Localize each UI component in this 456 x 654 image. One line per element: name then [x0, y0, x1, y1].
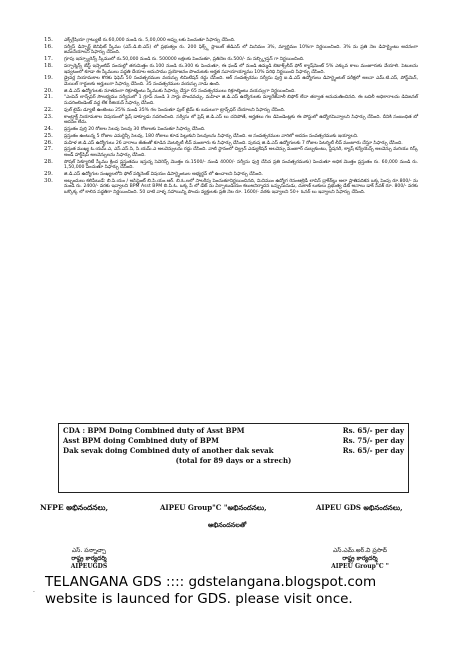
item-number: 24.	[44, 126, 53, 132]
item-number: 17.	[44, 56, 53, 63]
item-number: 28.	[44, 158, 53, 165]
item-text: జి.డి.ఎస్ ఉద్యోగులకు నూతనంగా రిక్రూట్మెంటు స్కీముకు సిఫార్సు చేస్తూ 65 సంవత్సరములు రిక్రూట్మెంటు వయస్సుగా నిర్ణయించింది.	[64, 88, 296, 94]
item-text: ప్రస్తుతం ఫుర్తి 20 రోజుల సెలవు సెలవు 30 రోజులకు పెంచుతూ సిఫార్సు చేసింది.	[64, 127, 206, 132]
recommendation-item	[44, 57, 418, 63]
signature-block	[40, 503, 410, 583]
allowance-table	[58, 423, 409, 493]
item-number: 26.	[44, 139, 53, 146]
recommendation-item	[44, 89, 418, 95]
recommendation-list	[44, 38, 418, 197]
signatory-2-org: AIPEU Group"C "	[331, 563, 389, 570]
org-aipeu-group-c: AIPEU Group"C "అభినందనలు,	[160, 503, 267, 512]
recommendation-item	[44, 160, 418, 171]
bullet-dot: .	[33, 587, 35, 594]
item-text: గ్రూపు ఇన్స్యూరెన్స్ స్కీములో రు.50,000 నుండి రు. 500000 లక్షలకు పెంచుతూ, ప్రతినెల రు.500/- ను సబ్స్క్రిప్షన్ గా నిర్ణయించింది.	[64, 57, 305, 63]
signatory-2	[310, 547, 410, 570]
item-text: పర్ఫార్మెన్స్ బేస్డ్ ఇన్సెంటివ్ సంచుల్లో తగుమిత్తం రు.100 నుండి రు.300 కు పెంచుతూ, ఈ ఫండ్ లో నుండి ఉమ్మడి బెటాక్స్‌లీవ్ ఫోర్ క్యాష్‌మెంట్ 5% ఎక్కువ కాలు మంజూరుకు వేయాలి. పెటులను ఇవ్వటంలో కూడా ఈ స్కీములు పద్ధతి దేయాల ఆనుసాము ప్రయోజనం పొందుటకు అర్హత సవాయాయ్యాము 10% పరిధి నిర్ణయించి సిఫార్సు చేసింది.	[64, 63, 418, 75]
allowance-rate: Rs. 75/- per day	[342, 436, 404, 445]
recommendation-item	[44, 64, 418, 75]
item-number: 30.	[44, 177, 53, 184]
org-nfpe: NFPE అభినందనలు,	[40, 503, 109, 512]
item-text: ప్రస్తుతం ఉంటున్న 5 రోజుల ఎమర్జెన్సీ సెలవు, 180 రోజులు కూడ పెల్లుకుని సెలవులను సిఫార్సు చేసింది. ఆ సంవత్సరముల వారిలో ఆదనం సంవత్సరముకు ఇయ్యాలని.	[64, 133, 359, 139]
recommendation-item	[44, 76, 418, 87]
item-text: ఎక్స్‌గ్రేషియా గ్రాట్యుటీ రు.60,000 నుండి రు. 5,00,000 అప్పు లకు పెంచుతూ సిఫార్సు చేసింది.	[64, 38, 236, 43]
recommendation-item	[44, 127, 418, 133]
item-number: 29.	[44, 171, 53, 178]
item-text: "ఎంపెన్‌ లాన్స్‌ఫర్ సౌలభ్యము సర్వీసులో 1 గ్రూప్ నుండి 3 సార్లు పొందవచ్చు. మహిళా జి.డి.ఎస్ ఉద్యోగులకు మ్యారేజ్‌వాలీ బిఫోర్ లేదా తర్వాత అనుమతించినది. ఈ బదిలీ అధికారాలను డివిజనల్ సుపరింటెండెంట్ వద్ద లేక రీజియన్ సిఫార్సు చేసింది.	[64, 95, 418, 107]
allowance-label: CDA : BPM Doing Combined duty of Asst BPM	[63, 426, 245, 435]
signatory-1-org: AIPEUGDS	[70, 563, 108, 570]
item-text: సోషల్ సెక్యూరిటీ స్కీము క్రింద ప్రస్తుతము ఇస్తున్న సెవెరెన్స్ మొత్తం రు.1500/- నుండి 4000/- సర్వీసు ఫుర్తి చేసిన ప్రతి సంవత్సరముకు) పెంచుతూ అధిక మొత్తం ప్రస్తుతం రు. 60,000 నుండి రు. 1,50,000 పెంచుతూ సిఫార్సు చేసింది.	[64, 159, 418, 171]
item-text: ఫుల్ టైమ్ డ్యూటీ ఉంటెంబు 25% నుండి 35% గల సెంచుతూ ఫుల్ టైమ్ కు బదులుగా ట్రాన్స్‌ఫర్ చేయాలని సిఫార్సు చేసింది.	[64, 107, 286, 113]
signatory-2-title: రాష్ట్ర కార్యదర్శి	[342, 555, 378, 562]
item-number: 23.	[44, 113, 53, 120]
footer-notice	[45, 574, 425, 608]
allowance-row	[59, 446, 408, 456]
item-text: డ్రైవర్ల నియామకాల కొరకు ఫెఫెస్ 50 సంవత్సరముల వయస్సు లిమిటేషన్ రద్దు చేసింది. ఆర్ సంవత్సరము సర్వీసు ఫుర్తి ఐ.డి.ఎస్ ఉద్యోగులు డిపార్ట్మెంటల్ పరీక్షలో అలనా ఎమ్.టి.ఎస్, పోస్ట్‌మెన్, మెయిల్ గార్డులకు అర్హులుగా సిఫార్సు చేసింది. 35 సంవత్సరముల వయస్సు నాడు ఉంది.	[64, 76, 418, 87]
org-aipeu-gds: AIPEU GDS అభినందనలు,	[316, 503, 403, 512]
recommendation-item	[44, 147, 418, 158]
item-number: 22.	[44, 106, 53, 113]
allowance-note: (total for 89 days or a strech)	[175, 456, 292, 465]
recommendation-item	[44, 38, 418, 44]
recommendation-item	[44, 115, 418, 126]
recommendation-item	[44, 141, 418, 147]
item-text: ప్రస్తుత ముఖ్య ఓ.యమ్.ఎ, ఎస్.ఎస్.సి, సి.యమ్.ఎ అలవెన్సులను రద్దు చేసింది. వాటి స్థానంలో చిల్డ్రన్ ఎడ్యుకేషన్ అలవెన్సు మంజూర్ దుబ్బకుంటు, స్టేషనరీ, క్యాష్ కన్వేయెన్స్ అలవెన్సు మరియు రిస్క్‌ అండ్ హార్డ్‌షిప్ అలవెన్సులను సిఫార్సు చేసింది.	[64, 147, 418, 158]
allowance-label: Asst BPM doing Combined duty of BPM	[63, 436, 219, 445]
allowance-row	[59, 436, 408, 446]
allowance-row	[59, 426, 408, 436]
recommendation-item	[44, 134, 418, 140]
recommendation-item	[44, 179, 418, 196]
allowance-label: Dak sevak doing Combined duty of another dak sevak	[63, 446, 274, 455]
item-text: మహిళ జి.డి.ఎస్ ఉద్యోగులు 26 వారాలు జీతంతో కూడిన మెటర్నిటీ లీవ్ మంజూరు కు సిఫార్సు చేసింది. పురుష జి.డి.ఎస్ ఉద్యోగులకు 7 రోజుల పెటర్నిటీ లీవ్ మంజూరు చేస్తూ సిఫార్సు చేసింది.	[64, 140, 403, 146]
signatory-1-title: రాష్ట్ర కార్యదర్శి	[71, 555, 107, 562]
item-number: 15.	[44, 37, 53, 43]
signatory-2-name: ఎస్.ఎమ్.అర్.వి ప్రసాద్	[332, 547, 388, 554]
item-text: జి.డి.ఎస్ ఉద్యోగుల సంఖ్యలలోని ఫోల్ పర్మినెంట్ విషయం డిపార్ట్మెంటుల అభ్యర్థన్ లో ఉంచాలని సిఫార్సు చేసింది.	[64, 172, 263, 178]
signatory-1-name: ఎస్. పన్నాచ్చా	[71, 547, 107, 554]
recommendation-item	[44, 95, 418, 106]
item-number: 25.	[44, 132, 53, 139]
greeting-center: అభినందనలతో	[208, 521, 247, 529]
allowance-rate: Rs. 65/- per day	[342, 426, 404, 435]
recommendation-item	[44, 108, 418, 114]
recommendation-item	[44, 45, 418, 56]
item-text: సర్వీస్ డిస్చార్జ్ బెనిఫిట్ స్కీము (ఎస్.డి.బి.ఎస్) లో ప్రభుత్వం రు. 200 ఫిక్స్డ్ స్లాబుల్ జీడిఎస్ లో మినిమం 3%, మ్యాగ్జిమం 10%గా నిర్ణయించింది. 3% ను ప్రతి నెల డిపార్ట్మెంటు ఆదనంగా జమచేయాలని సిఫార్సు చేసింది.	[64, 44, 418, 56]
item-number: 21.	[44, 94, 53, 101]
item-number: 20.	[44, 87, 53, 94]
recommendation-item	[44, 172, 418, 178]
signatory-1	[54, 547, 124, 570]
item-number: 16.	[44, 43, 53, 50]
item-number: 27.	[44, 146, 53, 153]
allowance-rate: Rs. 65/- per day	[342, 446, 404, 455]
footer-line-2: website is launced for GDS. please visit once.	[45, 591, 353, 607]
item-number: 19.	[44, 75, 53, 82]
item-text: అబ్బందులు కలిపేబుడే: బి.పి.యం / అసిస్టెంట్ బి.పి.యం.ఆర్. బి.ఓ.లలో సాలరీపు పెంచుతూనిర్ణయించినది, మినిముం ఉద్యోగ రెసంఆల్రెడీ లావిన్ ద్రాక్‌ర్‌ల్లు అలా ప్రాతిపదికన ఒక్క పెంపు రూ.800/- ను నుండి రు. 2400/- వరకు ఇవ్వాలని BPM Asst BPM బి.పి.ఓ. ఒక్క పే లో డేట్ ను ఏర్పాటుడియం కలుఅనిర్మాదన ఒప్పుసుదుడు, దుకాణ్ లుకులు ప్రభుత్వ డేట్ అనాలు డాక్ సేవక్ రూ. 800/- వరకు ఒక్కొక్క లో కాలిన పద్ధతిగా నిర్ణయించింది. 50 దాటి వాళ్ళ సహాయిన్ని పొందు వ్యక్తులకు ప్రతి నెల రూ. 1600/- వరకు ఇవ్వాలని 50+ ఓనర్ లు ఇవ్వాలని సిఫార్సు చేసింది.	[64, 178, 418, 196]
footer-line-1: TELANGANA GDS :::: gdstelangana.blogspot.com	[45, 574, 377, 590]
item-text: కాంట్రాక్ట్ నియామకాల విషయంలో ఫ్రెష్ డాక్యూడు సవరించింది. సర్వీసు లో ఫ్రెష్ జి.డి.ఎస్ లు చనిపోతే, అర్హతలు గల డిపెండెంట్లకు ఈ పోస్టులో ఉద్యోగమివ్వాలని సిఫార్సు చేసింది. దీనికి సంబంధిత బో ఆదనం లేదు.	[64, 114, 418, 126]
item-number: 18.	[44, 62, 53, 69]
